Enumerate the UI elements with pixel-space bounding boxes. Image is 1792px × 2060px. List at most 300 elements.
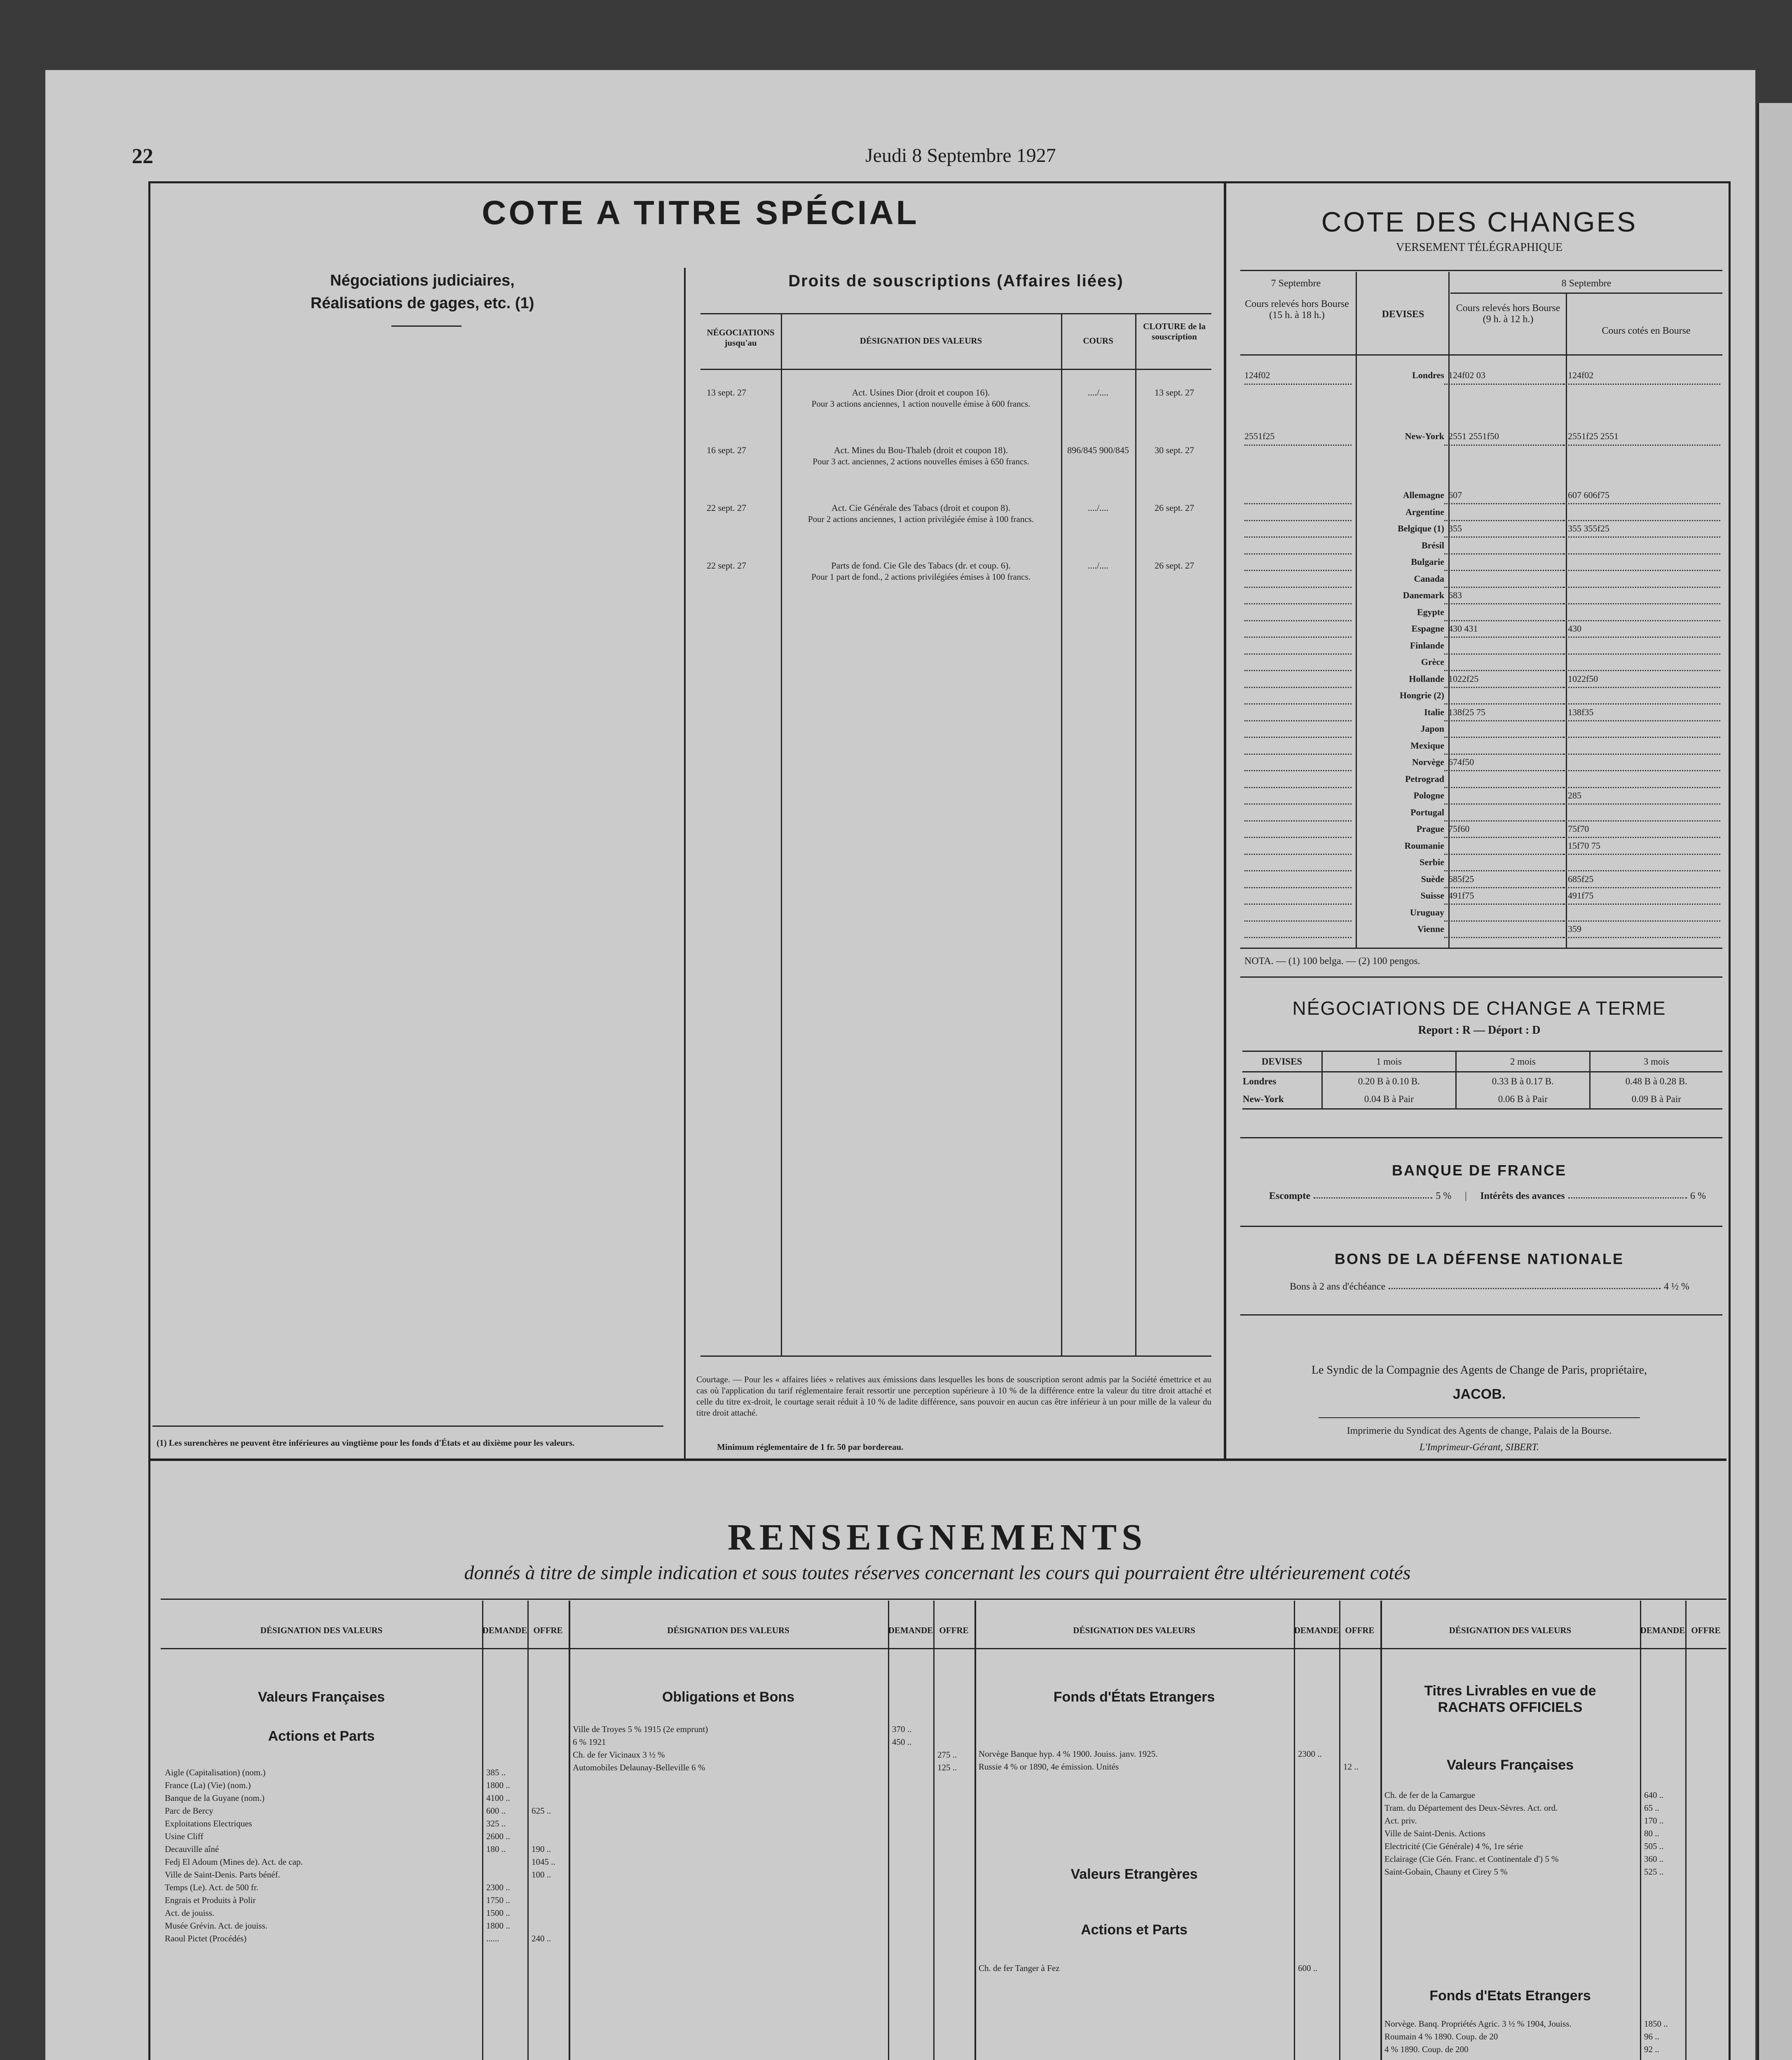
value-name: Act. priv. (1384, 1816, 1417, 1826)
fx-prev (1244, 921, 1352, 938)
value-name: Ville de Troyes 5 % 1915 (2e emprunt) (573, 1724, 708, 1734)
fx-hors: 685f25 (1444, 871, 1564, 888)
fx-prev (1244, 487, 1352, 504)
fx-devise: Finlande (1410, 640, 1444, 651)
fx-prev (1244, 671, 1352, 688)
banque-title: BANQUE DE FRANCE (1391, 1162, 1567, 1179)
fx-row (1244, 905, 1722, 922)
fx-devise: Japon (1420, 723, 1444, 734)
bons-rate (1290, 1281, 1689, 1292)
fx-prev (1244, 638, 1352, 655)
row-cloture: 30 sept. 27 (1155, 445, 1194, 455)
fx-bourse: 685f25 (1564, 871, 1720, 888)
fx-devise: Norvège (1412, 757, 1444, 767)
value-offre: 275 .. (937, 1750, 957, 1760)
value-name: Ch. de fer de la Camargue (1384, 1790, 1476, 1800)
fx-hors (1444, 604, 1564, 621)
fx-prev (1244, 871, 1352, 888)
divider (1240, 1314, 1722, 1316)
fx-devise: Hollande (1409, 673, 1444, 684)
fx-prev: 124f02 (1244, 367, 1352, 385)
fx-prev (1244, 504, 1352, 521)
section-heading: Fonds d'Etats Etrangers (1429, 1988, 1591, 2004)
terme-title: NÉGOCIATIONS DE CHANGE A TERME (1292, 997, 1666, 1019)
value-name: Tram. du Département des Deux-Sèvres. Act. ord. (1384, 1803, 1558, 1813)
fx-row (1244, 538, 1722, 555)
row-date: 13 sept. 27 (707, 387, 746, 398)
fx-prev (1244, 771, 1352, 788)
value-name: Fedj El Adoum (Mines de). Act. de cap. (165, 1857, 303, 1867)
value-name: Automobiles Delaunay-Belleville 6 % (573, 1763, 705, 1772)
divider (684, 268, 686, 1458)
fx-row (1244, 554, 1722, 571)
fx-prev (1244, 621, 1352, 638)
value-offre: 625 .. (532, 1806, 551, 1816)
fx-row (1244, 921, 1722, 938)
value-demande: 180 .. (486, 1844, 506, 1854)
value-name: Raoul Pictet (Procédés) (165, 1934, 247, 1943)
value-name: Act. de jouiss. (165, 1908, 215, 1918)
fx-row (1244, 638, 1722, 655)
fx-hors (1444, 921, 1564, 938)
fx-bourse (1564, 771, 1720, 788)
col-prev: Cours relevés hors Bourse (15 h. à 18 h.) (1245, 299, 1349, 321)
section-heading: Valeurs Etrangères (1071, 1866, 1198, 1882)
divider (1240, 976, 1722, 978)
fx-row (1244, 504, 1722, 521)
page-number: 22 (132, 145, 153, 168)
fx-hors (1444, 571, 1564, 588)
fx-prev (1244, 705, 1352, 721)
fx-bourse (1564, 654, 1720, 671)
col-designation: DÉSIGNATION DES VALEURS (1073, 1625, 1195, 1635)
section-heading: Titres Livrables en vue de (1424, 1683, 1596, 1699)
fx-row (1244, 487, 1722, 504)
row-detail: Pour 3 actions anciennes, 1 action nouvelle émise à 600 francs. (811, 399, 1031, 409)
divider (888, 1601, 889, 2060)
value-offre: 240 .. (532, 1934, 551, 1943)
fx-bourse: 15f70 75 (1564, 838, 1720, 855)
value-demande: 600 .. (486, 1806, 506, 1816)
value-demande: 1800 .. (486, 1780, 510, 1790)
fx-row (1244, 671, 1722, 688)
divider (161, 1599, 1726, 1600)
fx-hors (1444, 538, 1564, 555)
value-demande: 640 .. (1644, 1790, 1664, 1800)
fx-devise: Petrograd (1405, 773, 1444, 784)
fx-hors (1444, 905, 1564, 922)
changes-nota: NOTA. — (1) 100 belga. — (2) 100 pengos. (1244, 956, 1420, 967)
gerant: L'Imprimeur-Gérant, SIBERT. (1419, 1442, 1539, 1453)
row-designation: Act. Cie Générale des Tabacs (droit et coupon 8). (831, 503, 1011, 513)
fx-prev (1244, 788, 1352, 805)
divider (1685, 1601, 1687, 2060)
fx-hors: 138f25 75 (1444, 705, 1564, 721)
fx-bourse (1564, 604, 1720, 621)
divider (1640, 1601, 1641, 2060)
fx-hors: 491f75 (1444, 888, 1564, 905)
col-devises: DEVISES (1382, 309, 1424, 320)
fx-prev (1244, 554, 1352, 571)
fx-prev (1244, 738, 1352, 755)
fx-bourse (1564, 721, 1720, 738)
value-demande: 1750 .. (486, 1895, 510, 1905)
value-name: Norvège. Banq. Propriétés Agric. 3 ½ % 1904, Jouiss. (1384, 2019, 1572, 2029)
col-demande: DEMANDE (1640, 1625, 1685, 1635)
fx-bourse (1564, 638, 1720, 655)
droits-rows (700, 387, 1211, 618)
fx-row (1244, 621, 1722, 638)
fx-row (1244, 871, 1722, 888)
fx-devise: Allemagne (1403, 490, 1444, 500)
fx-bourse (1564, 738, 1720, 755)
fx-table (1244, 367, 1722, 938)
value-name: Banque de la Guyane (nom.) (165, 1793, 265, 1803)
section-subheading: Actions et Parts (1081, 1922, 1188, 1938)
fx-row (1244, 654, 1722, 671)
fx-hors: 683 (1444, 588, 1564, 604)
fx-row (1244, 838, 1722, 855)
row-designation: Act. Usines Dior (droit et coupon 16). (852, 387, 990, 398)
minimum-note: Minimum réglementaire de 1 fr. 50 par bordereau. (717, 1442, 904, 1452)
syndic-name: JACOB. (1452, 1386, 1506, 1402)
fx-row (1244, 788, 1722, 805)
fx-devise: Grèce (1421, 657, 1444, 667)
fx-devise: Hongrie (2) (1399, 690, 1444, 700)
row-designation: Act. Mines du Bou-Thaleb (droit et coupon 18). (834, 445, 1008, 455)
fx-row (1244, 821, 1722, 838)
value-demande: 65 .. (1644, 1803, 1659, 1813)
fx-other-rows (1244, 487, 1722, 938)
fx-prev (1244, 571, 1352, 588)
fx-devise: Bulgarie (1411, 557, 1444, 567)
terme-value: 0.09 B à Pair (1631, 1094, 1681, 1105)
fx-row (1244, 721, 1722, 738)
value-demande: 92 .. (1644, 2044, 1659, 2054)
escompte-label: Escompte (1269, 1191, 1310, 1201)
fx-prev: 2551f25 (1244, 428, 1352, 446)
changes-title: COTE DES CHANGES (1321, 206, 1637, 238)
fx-row (1244, 771, 1722, 788)
divider (1240, 1226, 1722, 1227)
fx-devise: Espagne (1411, 623, 1444, 634)
banque-rates: Escompte 5 % | Intérêts des avances 6 % (1269, 1191, 1706, 1201)
divider (1240, 354, 1722, 356)
fx-bourse (1564, 905, 1720, 922)
fx-devise: Canada (1414, 573, 1444, 584)
fx-prev (1244, 688, 1352, 705)
row-cours: ..../.... (1087, 503, 1109, 513)
divider (933, 1601, 935, 2060)
fx-hors: 430 431 (1444, 621, 1564, 638)
fx-prev (1244, 854, 1352, 871)
date-curr: 8 Septembre (1561, 278, 1612, 289)
negociations-heading: Négociations judiciaires, (330, 272, 515, 289)
divider (1450, 293, 1722, 294)
terme-col-3: 3 mois (1643, 1056, 1669, 1067)
col-demande: DEMANDE (888, 1625, 933, 1635)
fx-hors: 607 (1444, 487, 1564, 504)
fx-hors (1444, 838, 1564, 855)
fx-hors (1444, 654, 1564, 671)
fx-bourse (1564, 754, 1720, 771)
fx-hors (1444, 788, 1564, 805)
fx-row (1244, 604, 1722, 621)
col-designation: DÉSIGNATION DES VALEURS (860, 336, 982, 346)
fx-row (1244, 521, 1722, 538)
divider (482, 1601, 483, 2060)
terme-col-1: 1 mois (1322, 1051, 1456, 1072)
value-name: 4 % 1890. Coup. de 200 (1384, 2044, 1469, 2054)
row-cours: ..../.... (1087, 387, 1109, 398)
terme-value: 0.04 B à Pair (1322, 1091, 1456, 1109)
bons-value: 4 ½ % (1664, 1281, 1689, 1292)
fx-row (1244, 428, 1722, 487)
fx-devise: New-York (1405, 431, 1444, 441)
divider (391, 325, 461, 327)
value-demande: 325 .. (486, 1819, 506, 1828)
fx-hors (1444, 721, 1564, 738)
divider (148, 1458, 1726, 1461)
fx-bourse: 607 606f75 (1564, 487, 1720, 504)
section-heading: RACHATS OFFICIELS (1438, 1700, 1583, 1715)
fx-row (1244, 888, 1722, 905)
fx-bourse: 355 355f25 (1564, 521, 1720, 538)
divider (527, 1601, 529, 2060)
fx-hors: 75f60 (1444, 821, 1564, 838)
fx-prev (1244, 588, 1352, 604)
imprimerie: Imprimerie du Syndicat des Agents de change, Palais de la Bourse. (1347, 1426, 1612, 1436)
fx-row (1244, 571, 1722, 588)
fx-prev (1244, 721, 1352, 738)
col-negociations: NÉGOCIATIONS jusqu'au (707, 328, 775, 348)
fx-bourse: 1022f50 (1564, 671, 1720, 688)
fx-prev (1244, 821, 1352, 838)
realisations-heading: Réalisations de gages, etc. (1) (310, 295, 534, 312)
value-demande: 1800 .. (486, 1921, 510, 1931)
divider (569, 1601, 570, 2060)
value-name: Musée Grévin. Act. de jouiss. (165, 1921, 268, 1931)
col-hors: Cours relevés hors Bourse (9 h. à 12 h.) (1456, 303, 1560, 325)
value-name: Ch. de fer Tanger à Fez (979, 1963, 1060, 1973)
fx-hors (1444, 738, 1564, 755)
fx-bourse (1564, 854, 1720, 871)
terme-table (1242, 1051, 1722, 1110)
fx-bourse (1564, 538, 1720, 555)
terme-col-devises: DEVISES (1242, 1051, 1322, 1072)
value-demande: ...... (486, 1934, 499, 1943)
terme-devise: Londres (1242, 1072, 1322, 1091)
fx-prev (1244, 538, 1352, 555)
col-designation: DÉSIGNATION DES VALEURS (1449, 1625, 1572, 1635)
fx-row (1244, 367, 1722, 428)
syndic-line: Le Syndic de la Compagnie des Agents de Change de Paris, propriétaire, (1311, 1364, 1647, 1376)
value-demande: 505 .. (1644, 1841, 1664, 1851)
divider (974, 1601, 976, 2060)
fx-hors: 674f50 (1444, 754, 1564, 771)
divider (700, 313, 1211, 314)
fx-prev (1244, 838, 1352, 855)
page-date: Jeudi 8 Septembre 1927 (865, 145, 1056, 166)
value-name: Electricité (Cie Générale) 4 %, 1re série (1384, 1841, 1523, 1851)
droits-row (700, 503, 1211, 560)
fx-devise: Londres (1412, 370, 1444, 380)
fx-row (1244, 688, 1722, 705)
fx-prev (1244, 888, 1352, 905)
fx-devise: Argentine (1405, 506, 1444, 517)
value-offre: 125 .. (937, 1763, 957, 1772)
bons-title: BONS DE LA DÉFENSE NATIONALE (1334, 1250, 1624, 1267)
bons-label: Bons à 2 ans d'échéance (1290, 1281, 1386, 1292)
fx-bourse (1564, 504, 1720, 521)
row-designation: Parts de fond. Cie Gle des Tabacs (dr. et coup. 6). (831, 560, 1011, 571)
section-heading: Obligations et Bons (662, 1689, 795, 1705)
col-demande: DEMANDE (1294, 1625, 1339, 1635)
value-offre: 190 .. (532, 1844, 551, 1854)
value-demande: 370 .. (892, 1724, 912, 1734)
fx-hors (1444, 638, 1564, 655)
renseignements-title: RENSEIGNEMENTS (727, 1517, 1148, 1558)
value-name: Aigle (Capitalisation) (nom.) (165, 1767, 266, 1777)
value-demande: 2600 .. (486, 1831, 510, 1841)
value-demande: 2300 .. (1298, 1749, 1322, 1759)
col-offre: OFFRE (1691, 1625, 1721, 1635)
row-date: 16 sept. 27 (707, 445, 746, 455)
fx-bourse: 138f35 (1564, 705, 1720, 721)
row-detail: Pour 3 act. anciennes, 2 actions nouvelles émises à 650 francs. (813, 456, 1029, 466)
fx-devise: Danemark (1403, 590, 1444, 600)
divider (1240, 948, 1722, 949)
fx-devise: Brésil (1422, 540, 1444, 550)
renseignements-subtitle: donnés à titre de simple indication et sous toutes réserves concernant les cours qui pourraient être ultérieurement cotés (464, 1562, 1411, 1584)
fx-hors (1444, 805, 1564, 822)
surencheres-footnote: (1) Les surenchères ne peuvent être inférieures au vingtième pour les fonds d'États et au dixième pour les valeurs. (157, 1438, 575, 1448)
value-demande: 80 .. (1644, 1828, 1659, 1838)
droits-row (700, 387, 1211, 445)
row-cours: ..../.... (1087, 560, 1109, 571)
fx-bourse: 75f70 (1564, 821, 1720, 838)
fx-hors (1444, 554, 1564, 571)
divider (700, 1355, 1211, 1357)
courtage-note: Courtage. — Pour les « affaires liées » relatives aux émissions dans lesquelles les bons de souscription seront admis par la Société émettrice et au cas où l'application du tarif réglementaire ferait ressortir une perception supérieure à 10 % de la différence entre la valeur du titre droit attaché et celle du titre ex-droit, le courtage serait réduit à 10 % de ladite différence, sans pouvoir en aucun cas être inférieur à un pour mille de la valeur du titre droit attaché. (696, 1374, 1211, 1418)
value-name: Parc de Bercy (165, 1806, 213, 1816)
row-cours: 896/845 900/845 (1067, 445, 1129, 455)
value-name: 6 % 1921 (573, 1737, 606, 1747)
value-name: Russie 4 % or 1890, 4e émission. Unités (979, 1762, 1119, 1772)
cote-speciale-title: COTE A TITRE SPÉCIAL (482, 194, 919, 232)
value-demande: 385 .. (486, 1767, 506, 1777)
fx-bourse: 124f02 (1564, 367, 1720, 385)
col-offre: OFFRE (1345, 1625, 1375, 1635)
divider (161, 1648, 1726, 1649)
col-offre: OFFRE (939, 1625, 969, 1635)
value-name: Usine Cliff (165, 1831, 204, 1841)
fx-devise: Belgique (1) (1397, 523, 1444, 534)
fx-devise: Mexique (1410, 740, 1444, 751)
section-subheading: Valeurs Françaises (1446, 1757, 1574, 1773)
section-heading: Fonds d'États Etrangers (1053, 1689, 1215, 1705)
fx-devise: Portugal (1410, 807, 1444, 817)
value-name: France (La) (Vie) (nom.) (165, 1780, 251, 1790)
row-cloture: 26 sept. 27 (1155, 503, 1194, 513)
divider (1294, 1601, 1295, 2060)
fx-devise: Serbie (1420, 857, 1444, 867)
value-demande: 2300 .. (486, 1882, 510, 1892)
terme-subtitle: Report : R — Déport : D (1418, 1024, 1541, 1037)
fx-bourse: 359 (1564, 921, 1720, 938)
value-name: Eclairage (Cie Gén. Franc. et Continentale d') 5 % (1384, 1854, 1559, 1864)
fx-devise: Suède (1421, 873, 1444, 884)
value-offre: 12 .. (1343, 1762, 1359, 1772)
fx-bourse: 285 (1564, 788, 1720, 805)
divider (1319, 1417, 1640, 1418)
fx-bourse (1564, 554, 1720, 571)
value-demande: 360 .. (1644, 1854, 1664, 1864)
row-detail: Pour 1 part de fond., 2 actions privilégiées émises à 100 francs. (811, 572, 1031, 582)
fx-prev (1244, 521, 1352, 538)
value-offre: 100 .. (532, 1870, 551, 1880)
value-name: Norvège Banque hyp. 4 % 1900. Jouiss. janv. 1925. (979, 1749, 1158, 1759)
terme-value: 0.06 B à Pair (1456, 1091, 1590, 1109)
fx-row (1244, 854, 1722, 871)
fx-devise: Egypte (1417, 606, 1444, 617)
value-name: Ville de Saint-Denis. Parts bénéf. (165, 1870, 280, 1880)
divider (1240, 1137, 1722, 1138)
row-cloture: 13 sept. 27 (1155, 387, 1194, 398)
date-prev: 7 Septembre (1271, 278, 1321, 289)
fx-devise: Suisse (1420, 890, 1444, 901)
fx-row (1244, 805, 1722, 822)
divider (1224, 181, 1226, 1458)
col-designation: DÉSIGNATION DES VALEURS (260, 1625, 383, 1635)
row-date: 22 sept. 27 (707, 560, 746, 571)
value-offre: 1045 .. (532, 1857, 555, 1867)
droits-row (700, 560, 1211, 618)
fx-prev (1244, 905, 1352, 922)
section-subheading: Actions et Parts (268, 1728, 375, 1744)
terme-value: 0.20 B à 0.10 B. (1322, 1072, 1456, 1091)
value-demande: 1850 .. (1644, 2019, 1668, 2029)
fx-prev (1244, 654, 1352, 671)
row-cloture: 26 sept. 27 (1155, 560, 1194, 571)
changes-subtitle: VERSEMENT TÉLÉGRAPHIQUE (1396, 241, 1563, 254)
col-demande: DEMANDE (482, 1625, 527, 1635)
fx-bourse: 491f75 (1564, 888, 1720, 905)
fx-prev (1244, 754, 1352, 771)
fx-hors (1444, 688, 1564, 705)
terme-devise: New-York (1242, 1091, 1322, 1109)
terme-col-2: 2 mois (1456, 1051, 1590, 1072)
value-name: Ch. de fer Vicinaux 3 ½ % (573, 1750, 665, 1760)
terme-value: 0.48 B à 0.28 B. (1625, 1076, 1687, 1086)
fx-devise: Uruguay (1410, 907, 1444, 918)
value-demande: 600 .. (1298, 1963, 1318, 1973)
col-cours: COURS (1083, 336, 1113, 346)
fx-bourse (1564, 805, 1720, 822)
value-demande: 170 .. (1644, 1816, 1664, 1826)
value-demande: 1500 .. (486, 1908, 510, 1918)
value-name: Saint-Gobain, Chauny et Cirey 5 % (1384, 1867, 1508, 1877)
fx-hors (1444, 504, 1564, 521)
fx-prev (1244, 604, 1352, 621)
fx-bourse (1564, 571, 1720, 588)
fx-hors: 355 (1444, 521, 1564, 538)
divider (1339, 1601, 1340, 2060)
avances-value: 6 % (1690, 1191, 1706, 1201)
col-designation: DÉSIGNATION DES VALEURS (667, 1625, 789, 1635)
fx-row (1244, 705, 1722, 721)
droits-row (700, 445, 1211, 503)
